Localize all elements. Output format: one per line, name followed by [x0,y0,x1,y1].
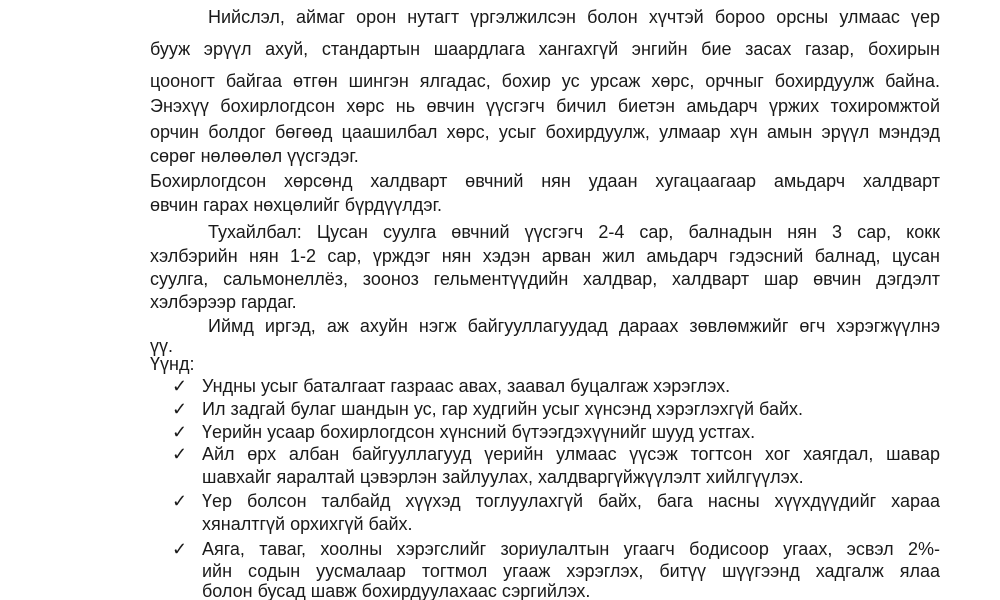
bullet-4-line-2: шавхайг яаралтай цэвэрлэн зайлуулах, халдваргүйжүүлэлт хийлгүүлэх. [202,467,804,487]
list-intro: Үүнд: [150,354,195,374]
bullet-6-line-1: Аяга, таваг, хоолны хэрэгслийг зориулалтын угаагч бодисоор угаах, эсвэл 2%- [202,539,940,559]
checkmark-icon: ✓ [172,539,188,559]
paragraph-2-line-2: өвчин гарах нөхцөлийг бүрдүүлдэг. [150,195,442,215]
paragraph-1-line-6: сөрөг нөлөөлөл үүсгэдэг. [150,146,359,166]
bullet-6-line-2: ийн содын уусмалаар тогтмол угааж хэрэглэх, битүү шүүгээнд хадгалж ялаа [202,561,940,581]
paragraph-4-line-2: үү. [150,336,174,356]
bullet-6-line-3: болон бусад шавж бохирдуулахаас сэргийлэх. [202,581,591,600]
paragraph-3-line-2: хэлбэрийн нян 1-2 сар, үрждэг нян хэдэн арван жил амьдарч гэдэсний балнад, цусан [150,246,940,266]
bullet-4-line-1: Айл өрх албан байгууллагууд үерийн улмаас үүсэж тогтсон хог хаягдал, шавар [202,444,940,464]
bullet-2-line-1: Ил задгай булаг шандын ус, гар худгийн усыг хүнсэнд хэрэглэхгүй байх. [202,399,804,419]
bullet-3-line-1: Үерийн усаар бохирлогдсон хүнсний бүтээгдэхүүнийг шууд устгах. [202,422,756,442]
checkmark-icon: ✓ [172,491,188,511]
paragraph-1-line-2: бууж эрүүл ахуй, стандартын шаардлага хангахгүй энгийн бие засах газар, бохирын [150,39,940,59]
paragraph-1-line-5: орчин болдог бөгөөд цаашилбал хөрс, усыг бохирдуулж, улмаар хүн амын эрүүл мэндэд [150,122,940,142]
paragraph-3-line-4: хэлбэрээр гардаг. [150,292,297,312]
bullet-5-line-1: Үер болсон талбайд хүүхэд тоглуулахгүй байх, бага насны хүүхдүүдийг хараа [202,491,940,511]
bullet-1-line-1: Ундны усыг баталгаат газраас авах, заавал буцалгаж хэрэглэх. [202,376,731,396]
paragraph-3-line-3: суулга, сальмонеллёз, зооноз гельментүүдийн халдвар, халдварт шар өвчин дэгдэлт [150,269,940,289]
paragraph-3-line-1: Тухайлбал: Цусан суулга өвчний үүсгэгч 2-4 сар, балнадын нян 3 сар, кокк [208,222,940,242]
paragraph-1-line-3: цооногт байгаа өтгөн шингэн ялгадас, бохир ус урсаж хөрс, орчныг бохирдуулж байна. [150,71,940,91]
checkmark-icon: ✓ [172,399,188,419]
checkmark-icon: ✓ [172,376,188,396]
paragraph-1-line-1: Нийслэл, аймаг орон нутагт үргэлжилсэн болон хүчтэй бороо орсны улмаас үер [208,7,940,27]
paragraph-2-line-1: Бохирлогдсон хөрсөнд халдварт өвчний нян удаан хугацаагаар амьдарч халдварт [150,171,940,191]
paragraph-4-line-1: Иймд иргэд, аж ахуйн нэгж байгууллагуудад дараах зөвлөмжийг өгч хэрэгжүүлнэ [208,316,940,336]
paragraph-1-line-4: Энэхүү бохирлогдсон хөрс нь өвчин үүсгэгч бичил биетэн амьдарч үржих тохиромжтой [150,96,940,116]
checkmark-icon: ✓ [172,444,188,464]
checkmark-icon: ✓ [172,422,188,442]
bullet-5-line-2: хяналтгүй орхихгүй байх. [202,514,413,534]
